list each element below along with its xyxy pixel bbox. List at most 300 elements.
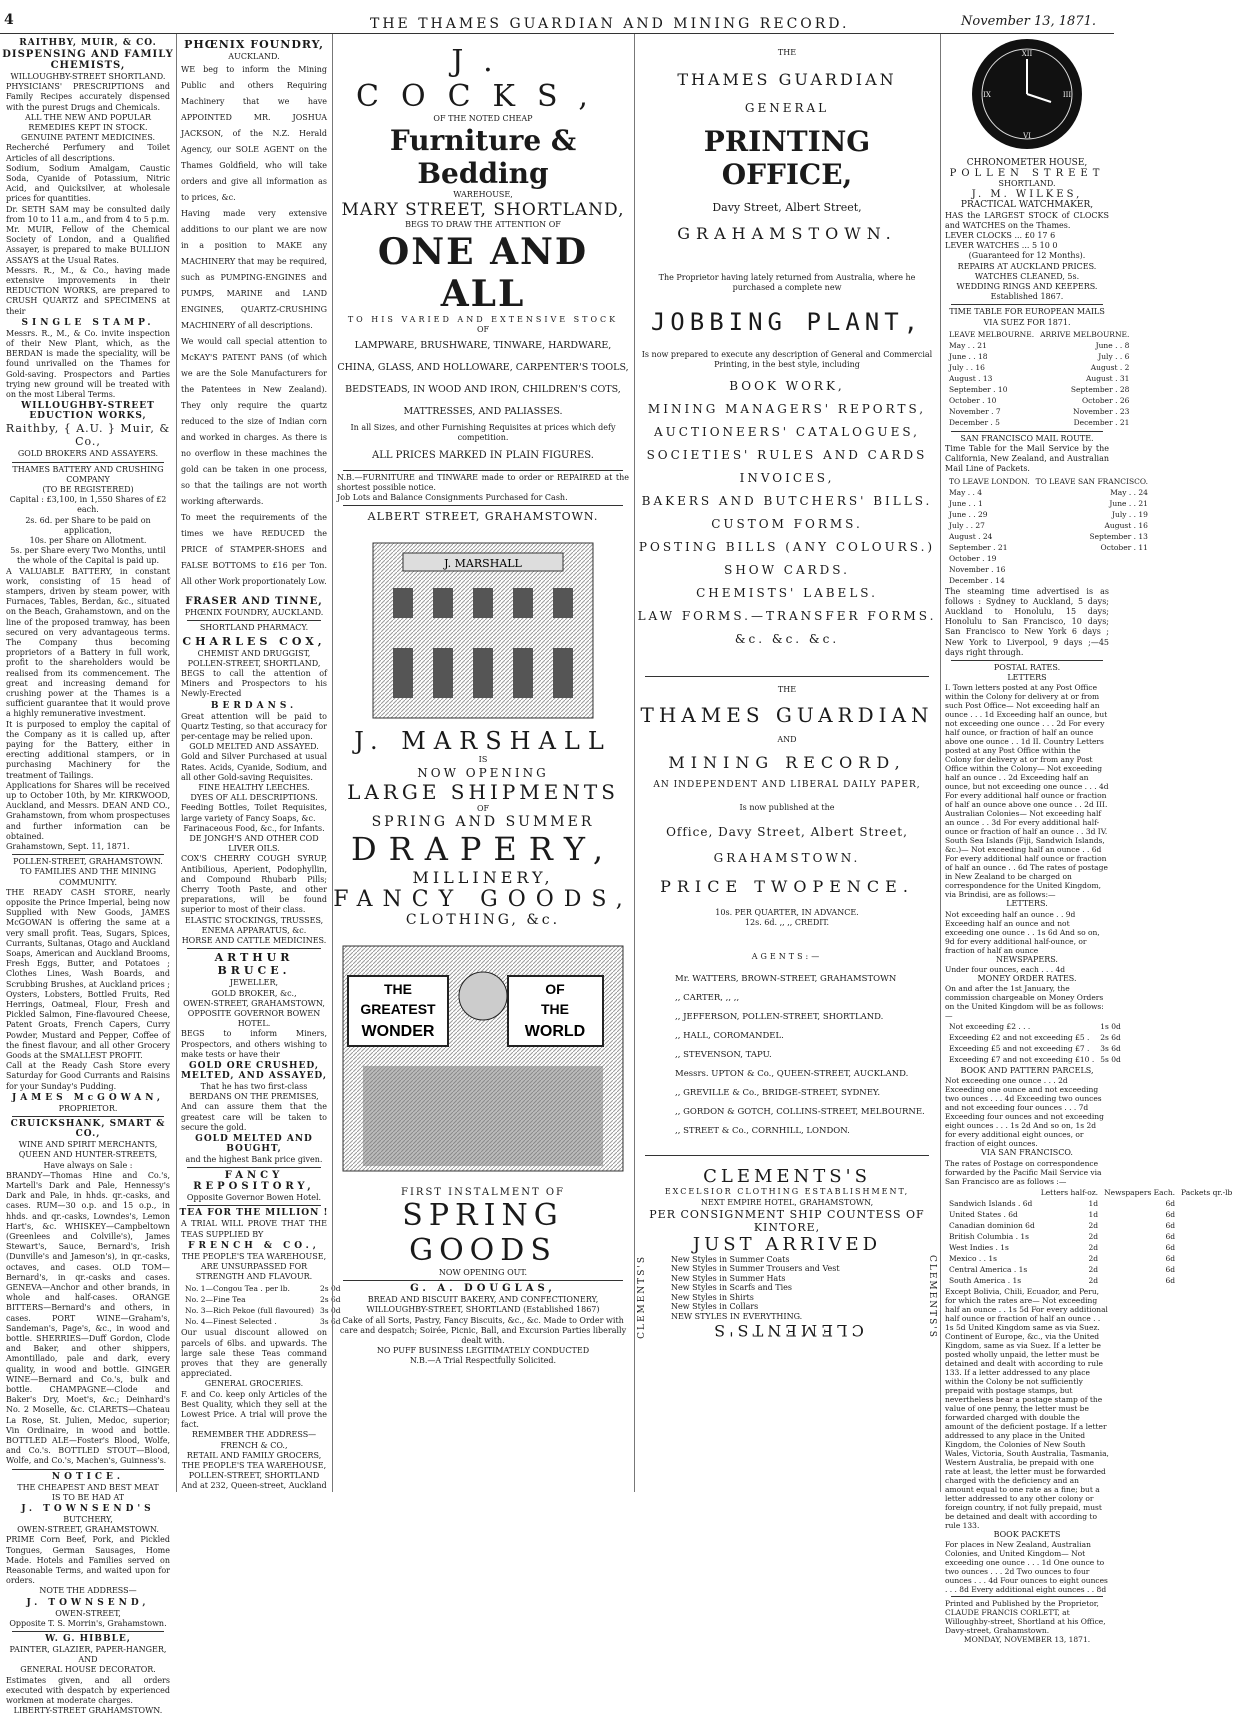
chrono-est: Established 1867. bbox=[990, 292, 1064, 302]
tea-row-cell: 2s 0d bbox=[320, 1284, 341, 1294]
phoenix-b3: We would call special attention to McKAY'S PATENT PANS (of which we are the Sole Manufacturers for the Patentees in New Zealand). They only require the quartz reduced to the size of Indian corn and worked in charges. As there is no overflow in these machines the gold can be taken in one process, so that the tailings are not worth working afterwards. bbox=[181, 337, 327, 507]
printing-item: CHEMISTS' LABELS. bbox=[696, 586, 878, 601]
divider bbox=[951, 660, 1103, 661]
column-1 bbox=[2, 34, 174, 1716]
tea-gg: GENERAL GROCERIES. bbox=[204, 1379, 304, 1389]
divider bbox=[645, 1155, 929, 1156]
postal-row-cell: 6d bbox=[1165, 1242, 1176, 1252]
tea-row-cell: 3s 6d bbox=[320, 1317, 341, 1327]
cocks-nb2: Job Lots and Balance Consignments Purchased for Cash. bbox=[337, 493, 568, 503]
battery-capital: Capital : £3,100, in 1,550 Shares of £2 each. bbox=[9, 495, 167, 515]
marshall-cloth: CLOTHING, &c. bbox=[405, 911, 561, 928]
raithby-title: DISPENSING AND FAMILY CHEMISTS, bbox=[2, 49, 174, 71]
mails-h1: LEAVE MELBOURNE. bbox=[949, 329, 1035, 339]
chrono-name: CHRONOMETER HOUSE, bbox=[966, 158, 1088, 168]
postal-row-cell: British Columbia . 1s bbox=[949, 1231, 1030, 1241]
printing-po: PRINTING OFFICE, bbox=[703, 125, 871, 192]
divider bbox=[951, 431, 1103, 432]
cox-b3: Gold and Silver Purchased at usual Rates. Acids, Cyanide, Sodium, and all other Gold-saving Requisites. bbox=[181, 752, 327, 782]
postal-row bbox=[947, 1210, 1234, 1219]
cox-b5: Farinaceous Food, &c., for Infants. bbox=[183, 823, 325, 833]
postal-body2: Not exceeding half an ounce . . 9d Exceeding half an ounce and not exceeding one ounce . . 1s 6d And so on, 9d for every additional half-ounce, or fraction of half an ounce bbox=[945, 909, 1100, 955]
townsend-name: J. TOWNSEND'S bbox=[21, 1504, 155, 1514]
clements-item: New Styles in Summer Trousers and Vest bbox=[671, 1264, 840, 1274]
chrono-owner: J. M. WILKES, bbox=[971, 189, 1083, 201]
money-row-cell: Exceeding £2 and not exceeding £5 . bbox=[949, 1033, 1090, 1043]
mcgowan-call: Call at the Ready Cash Store every Saturday for Good Currants and Raisins for your Sunday's Pudding. bbox=[6, 1061, 170, 1091]
postal-row-cell: 6d bbox=[1165, 1253, 1176, 1263]
bruce-gold: GOLD ORE CRUSHED, MELTED, AND ASSAYED, bbox=[180, 1060, 328, 1081]
mails-row bbox=[947, 418, 1131, 427]
clements-per: PER CONSIGNMENT SHIP COUNTESS OF KINTORE, bbox=[649, 1207, 925, 1234]
townsend-n3: OWEN-STREET, bbox=[55, 1608, 121, 1618]
svg-text:XII: XII bbox=[1021, 50, 1033, 58]
cox-body: BEGS to call the attention of Miners and Prospectors to his Newly-Erected bbox=[181, 669, 327, 699]
clements-next: NEXT EMPIRE HOTEL, GRAHAMSTOWN, bbox=[700, 1197, 874, 1207]
clements-item: New Styles in Summer Coats bbox=[671, 1254, 790, 1264]
bruce-body: BEGS to inform Miners, Prospectors, and others wishing to make tests or have their bbox=[181, 1029, 327, 1059]
phoenix-sig: FRASER AND TINNE, bbox=[185, 596, 323, 608]
tea-row bbox=[183, 1295, 343, 1304]
bruce-gm2: and the highest Bank price given. bbox=[185, 1154, 323, 1164]
bruce-gm: GOLD MELTED AND BOUGHT, bbox=[195, 1133, 313, 1154]
postal-body7: For places in New Zealand, Australian Colonies, and United Kingdom— Not exceeding one ounce . . . 1d One ounce to two ounces . . . 2d Two ounces to four ounces . . . 4d Four ounces to eight ounces . . . 8d Every additional eight ounces . . 8d bbox=[945, 1539, 1108, 1594]
marshall-building-engraving bbox=[333, 528, 633, 723]
chrono-town: SHORTLAND. bbox=[998, 179, 1056, 189]
sf-row-cell: October . 11 bbox=[1100, 542, 1148, 552]
cocks-wh: WAREHOUSE, bbox=[453, 190, 513, 200]
postal-row-cell: 6d bbox=[1165, 1220, 1176, 1230]
agent-item: ,, STEVENSON, TAPU. bbox=[675, 1050, 772, 1061]
raithby-p3: GENUINE PATENT MEDICINES. bbox=[20, 133, 156, 143]
agent-item: Messrs. UPTON & Co., QUEEN-STREET, AUCKLAND. bbox=[675, 1069, 909, 1080]
mails-row bbox=[947, 363, 1131, 372]
agent-list bbox=[635, 970, 939, 1141]
marshall-name: J. MARSHALL bbox=[354, 727, 612, 756]
postal-body: I. Town letters posted at any Post Office within the Colony for delivery at or from such Post Office— Not exceeding half an ounce . . . 1d Exceeding half an ounce, but not exceeding one ounce . . . 2d For every half ounce, or fraction of half an ounce above one ounce . . 1d II. Country Letters posted at any Post Office within the Colony for delivery at or from any Post Office within the Colony— Not exceeding half an ounce . . 2d Exceeding half an ounce, but not exceeding one ounce . . . 4d For every additional half ounce or fraction of half an ounce above one ounce . . 2d III. Australian Colonies— Not exceeding half an ounce . . 3d For every additional half-ounce or fraction of half an ounce . . 3d IV. South Sea Islands (Fiji, Sandwich Islands, &c.)— Not exceeding half an ounce . . 6d For every additional half ounce or fraction of half an ounce . . 6d The rates of postage in New Zealand to be charged on correspondence for the United Kingdom, via Brindisi, are as follows:— bbox=[945, 683, 1109, 900]
cox-oils: DE JONGH'S AND OTHER COD LIVER OILS. bbox=[189, 834, 319, 854]
mails-row bbox=[947, 407, 1131, 416]
chrono-rings: WEDDING RINGS AND KEEPERS. bbox=[956, 282, 1098, 292]
postal-row-cell: 6d bbox=[1165, 1264, 1176, 1274]
wonder-l3: WONDER bbox=[361, 1022, 435, 1040]
townsend-head: THE CHEAPEST AND BEST MEAT bbox=[17, 1482, 159, 1492]
bruce-berdans: BERDANS ON THE PREMISES, bbox=[189, 1092, 319, 1102]
raithby-stamp: SINGLE STAMP. bbox=[21, 317, 155, 328]
tea-row bbox=[183, 1317, 343, 1326]
tea-row-cell: No. 1—Congou Tea . per lb. bbox=[185, 1284, 290, 1294]
mails-row bbox=[947, 374, 1131, 383]
printing-item: MINING MANAGERS' REPORTS, bbox=[647, 402, 927, 417]
mails-row-cell: December . 21 bbox=[1073, 417, 1130, 427]
phoenix-body: WE beg to inform the Mining Public and others Requiring Machinery that we have APPOINTED MR. JOSHUA JACKSON, of the N.Z. Herald Agency, our SOLE AGENT on the Thames Goldfield, who will take orders and give all information as to prices, &c. bbox=[181, 65, 327, 203]
bruce-b2: That he has two first-class bbox=[200, 1081, 308, 1091]
mails-row-cell: August . 31 bbox=[1085, 373, 1130, 383]
wonder-l1: THE bbox=[384, 980, 412, 997]
sf-row bbox=[947, 576, 1150, 585]
printing-the: THE bbox=[777, 48, 797, 57]
raithby-p1: PHYSICIANS' PRESCRIPTIONS and Family Recipes accurately dispensed with the purest Drugs and Chemicals. bbox=[6, 82, 170, 112]
svg-text:VI: VI bbox=[1023, 132, 1031, 140]
clements-name: CLEMENTS'S bbox=[703, 1166, 871, 1188]
cox-addr: POLLEN-STREET, SHORTLAND, bbox=[187, 658, 321, 668]
mails-title: TIME TABLE FOR EUROPEAN MAILS VIA SUEZ FOR 1871. bbox=[949, 307, 1105, 327]
printing-town: GRAHAMSTOWN. bbox=[677, 224, 897, 244]
cox-name: CHARLES COX, bbox=[182, 634, 326, 648]
money-row-cell: Not exceeding £2 . . . bbox=[949, 1022, 1031, 1032]
mcgowan-to: TO FAMILIES AND THE MINING COMMUNITY. bbox=[19, 867, 157, 887]
tea-row-cell: No. 3—Rich Pekoe (full flavoured) bbox=[185, 1306, 314, 1316]
sf-row bbox=[947, 510, 1150, 519]
svg-text:III: III bbox=[1062, 91, 1072, 99]
postal-row-cell: 6d bbox=[1165, 1198, 1176, 1208]
douglas-first: FIRST INSTALMENT OF bbox=[401, 1186, 565, 1198]
sf-row-cell: June . . 29 bbox=[949, 509, 988, 519]
postal-row-cell: Sandwich Islands . 6d bbox=[949, 1198, 1033, 1208]
tea-body: A TRIAL WILL PROVE THAT THE TEAS SUPPLIED BY bbox=[181, 1219, 327, 1239]
chrono-street: POLLEN STREET bbox=[949, 168, 1105, 180]
postal-row-cell: Mexico . . 1s bbox=[949, 1253, 998, 1263]
postal-money: MONEY ORDER RATES. bbox=[977, 973, 1077, 983]
battery-date: Grahamstown, Sept. 11, 1871. bbox=[6, 842, 130, 852]
phoenix-b4: To meet the requirements of the times we have REDUCED the PRICE of STAMPER-SHOES and FALSE BOTTOMS to £16 per Ton. All other Work proportionately Low. bbox=[181, 513, 327, 587]
cocks-prices: ALL PRICES MARKED IN PLAIN FIGURES. bbox=[372, 450, 594, 462]
sf-row bbox=[947, 565, 1150, 574]
raithby-name: RAITHBY, MUIR, & CO. bbox=[19, 38, 157, 48]
sf-row-cell: May . . 24 bbox=[1110, 487, 1148, 497]
chrono-guar: (Guaranteed for 12 Months). bbox=[968, 251, 1086, 261]
sf-row bbox=[947, 521, 1150, 530]
bruce-sub: JEWELLER, bbox=[229, 978, 279, 988]
paper-and: AND bbox=[777, 735, 797, 745]
cocks-all: ONE AND ALL bbox=[377, 230, 589, 315]
postal-row-cell: 2d bbox=[1088, 1231, 1099, 1241]
money-row-cell: 2s 6d bbox=[1100, 1033, 1121, 1043]
printing-item: BAKERS AND BUTCHERS' BILLS. bbox=[641, 494, 933, 509]
money-row bbox=[947, 1055, 1123, 1064]
postal-letters: LETTERS bbox=[1007, 673, 1047, 683]
sf-intro: Time Table for the Mail Service by the California, New Zealand, and Australian Mail Line of Packets. bbox=[945, 444, 1109, 474]
hibble-addr: LIBERTY-STREET GRAHAMSTOWN. bbox=[13, 1706, 163, 1716]
sf-row-cell: June . . 21 bbox=[1109, 498, 1148, 508]
mails-row bbox=[947, 341, 1131, 350]
postal-th-cell: Packets qr.-lb bbox=[1181, 1187, 1233, 1197]
townsend-n4: Opposite T. S. Morrin's, Grahamstown. bbox=[9, 1618, 167, 1628]
hibble-and: AND bbox=[78, 1655, 98, 1665]
postal-row-cell: South America . 1s bbox=[949, 1275, 1022, 1285]
printing-tg: THAMES GUARDIAN bbox=[677, 70, 897, 90]
paper-price: PRICE TWOPENCE. bbox=[660, 876, 914, 896]
mcgowan-addr: POLLEN-STREET, GRAHAMSTOWN. bbox=[13, 857, 163, 867]
issue-date: November 13, 1871. bbox=[961, 14, 1096, 29]
townsend-n2: J. TOWNSEND, bbox=[26, 1597, 150, 1608]
raithby-p4: Recherché Perfumery and Toilet Articles of all descriptions. bbox=[6, 143, 170, 163]
paper-office: Office, Davy Street, Albert Street, bbox=[666, 824, 908, 839]
mcgowan-role: PROPRIETOR. bbox=[58, 1103, 118, 1113]
bruce-sub2: GOLD BROKER, &c., bbox=[211, 988, 297, 998]
tea-r3: RETAIL AND FAMILY GROCERS, bbox=[186, 1450, 322, 1460]
mails-row bbox=[947, 396, 1131, 405]
masthead-title: THE THAMES GUARDIAN AND MINING RECORD. bbox=[370, 16, 850, 32]
money-row bbox=[947, 1044, 1123, 1053]
wonder-r1: OF bbox=[545, 980, 565, 997]
tea-row-cell: 2s 6d bbox=[320, 1295, 341, 1305]
postal-row-cell: 6d bbox=[1165, 1275, 1176, 1285]
postal-news1: Under four ounces, each . . . 4d bbox=[945, 964, 1066, 974]
cox-gold: GOLD MELTED AND ASSAYED. bbox=[189, 742, 319, 752]
imprint: Printed and Published by the Proprietor, CLAUDE FRANCIS CORLETT, at Willoughby-street, Shortland at his Office, Davy-street, Grahamstown. bbox=[945, 1598, 1106, 1635]
postal-row-cell: 1d bbox=[1088, 1198, 1099, 1208]
postal-row-cell: 6d bbox=[1165, 1231, 1176, 1241]
sf-row-cell: July . . 19 bbox=[1112, 509, 1148, 519]
divider bbox=[12, 1469, 164, 1470]
printing-gen: GENERAL bbox=[744, 101, 830, 116]
sf-row-cell: November . 16 bbox=[949, 564, 1006, 574]
postal-row-cell: 2d bbox=[1088, 1264, 1099, 1274]
bruce-name: ARTHUR BRUCE. bbox=[214, 951, 294, 978]
clements-est: EXCELSIOR CLOTHING ESTABLISHMENT, bbox=[664, 1187, 910, 1197]
bruce-b3: And can assure them that the greatest care will be taken to secure the gold. bbox=[181, 1102, 327, 1132]
cox-berdans: BERDANS. bbox=[210, 700, 298, 711]
sf-title: SAN FRANCISCO MAIL ROUTE. bbox=[960, 433, 1094, 443]
tea-disc: Our usual discount allowed on parcels of 6lbs. and upwards. The large sale these Teas command proves that they are generally appreciated. bbox=[181, 1328, 327, 1379]
cox-b6: COX'S CHERRY COUGH SYRUP, Antibilious, Aperient, Podophyllin, and Compound Rhubarb Pills; Cherry Tooth Paste, and other preparations, will be found superior to most of their class. bbox=[181, 854, 327, 915]
paper-ind: AN INDEPENDENT AND LIBERAL DAILY PAPER, bbox=[653, 780, 921, 791]
cox-ph: SHORTLAND PHARMACY. bbox=[199, 623, 309, 633]
sf-row-cell: September . 13 bbox=[1089, 531, 1148, 541]
chrono-lever2: LEVER WATCHES ... 5 10 0 bbox=[945, 241, 1058, 251]
mails-row-cell: November . 23 bbox=[1073, 406, 1130, 416]
postal-row bbox=[947, 1243, 1234, 1252]
sf-note: The steaming time advertised is as follows : Sydney to Auckland, 5 days; Auckland to Honolulu, 15 days; Honolulu to San Francisco, 10 days; San Francisco to New York 6 days ; New York to Liverpool, 9 days ;—45 days right through. bbox=[945, 586, 1109, 657]
column-5 bbox=[940, 34, 1233, 1644]
clements-item: New Styles in Collars bbox=[671, 1302, 759, 1312]
sf-h2: TO LEAVE SAN FRANCISCO. bbox=[1035, 476, 1148, 486]
printing-item: INVOICES, bbox=[739, 471, 835, 486]
money-row-cell: 1s 0d bbox=[1100, 1022, 1121, 1032]
raithby-firm: Raithby, { A.U. } Muir, & Co., bbox=[5, 422, 171, 449]
postal-packets: BOOK PACKETS bbox=[993, 1529, 1061, 1539]
postal-row-cell: 2d bbox=[1088, 1220, 1099, 1230]
bruce-addr: OWEN-STREET, GRAHAMSTOWN, OPPOSITE GOVERNOR BOWEN HOTEL. bbox=[183, 998, 325, 1029]
marshall-fancy: FANCY GOODS, bbox=[333, 886, 633, 912]
douglas-addr: WILLOUGHBY-STREET, SHORTLAND (Established 1867) bbox=[366, 1305, 600, 1315]
divider bbox=[343, 1280, 623, 1281]
divider bbox=[187, 620, 321, 621]
clements-side-right: CLEMENTS'S bbox=[927, 1254, 937, 1339]
sf-row bbox=[947, 532, 1150, 541]
marshall-opening: NOW OPENING bbox=[417, 765, 549, 780]
postal-th-cell: Newspapers Each. bbox=[1104, 1187, 1176, 1197]
sf-row-cell bbox=[1034, 565, 1150, 574]
postal-row bbox=[947, 1254, 1234, 1263]
sf-row-cell: October . 19 bbox=[949, 553, 997, 563]
cocks-sub: OF THE NOTED CHEAP bbox=[433, 114, 533, 123]
raithby-p9: Messrs. R., M., & Co. invite inspection of their New Plant, which, as the BERDAN is made the speciality, will be found unrivalled on the Thames for Gold-saving. Prospectors and Parties trying new ground will be treated with on the most Liberal Terms. bbox=[6, 328, 170, 400]
paper-pub: Is now published at the bbox=[739, 802, 835, 812]
sf-row-cell bbox=[1034, 576, 1150, 585]
douglas-spring: SPRING GOODS bbox=[402, 1198, 564, 1269]
agent-item: ,, GREVILLE & Co., BRIDGE-STREET, SYDNEY. bbox=[675, 1088, 881, 1099]
sf-row bbox=[947, 554, 1150, 563]
fancy-sub: Opposite Governor Bowen Hotel. bbox=[186, 1193, 322, 1203]
mails-row-cell: May . . 21 bbox=[949, 340, 987, 350]
marshall-loc: ALBERT STREET, GRAHAMSTOWN. bbox=[367, 510, 599, 524]
battery-reg: (TO BE REGISTERED) bbox=[42, 484, 134, 494]
mails-row-cell: October . 26 bbox=[1081, 395, 1130, 405]
cruickshank-addr: QUEEN AND HUNTER-STREETS, bbox=[18, 1150, 158, 1160]
paper-the: THE bbox=[777, 685, 797, 695]
tea-row-cell: No. 2—Fine Tea bbox=[185, 1295, 246, 1305]
cox-sub: CHEMIST AND DRUGGIST, bbox=[197, 648, 311, 658]
mcgowan-body: THE READY CASH STORE, nearly opposite the Prince Imperial, being now Supplied with New Goods, JAMES McGOWAN is offering the same at a very small profit. Teas, Sugars, Spices, Currants, Sultanas, Otago and Auckland Soaps, American and Auckland Brooms, Fresh Eggs, Butter, and Potatoes ; Clothes Lines, Wash Boards, and Scrubbing Brushes, at Auckland prices ; Oysters, Lobsters, Bottled Fruits, Red Herrings, Oatmeal, Flour, Fresh and Pickled Salmon, Fine-flavoured Cheese, Patent Groats, French Capers, Curry Powder, Mustard and Pepper, Coffee of the finest flavour, and all other Grocery Goods at the SMALLEST PROFIT. bbox=[6, 887, 171, 1061]
sf-row-cell: June . . 1 bbox=[949, 498, 983, 508]
paper-tg: THAMES GUARDIAN bbox=[640, 703, 934, 728]
printing-item: SOCIETIES' RULES AND CARDS bbox=[646, 448, 928, 463]
cocks-sizes: In all Sizes, and other Furnishing Requisites at prices which defy competition. bbox=[350, 423, 616, 443]
printing-item: AUCTIONEERS' CATALOGUES, bbox=[653, 425, 920, 440]
agent-item: ,, HALL, COROMANDEL. bbox=[675, 1031, 784, 1042]
divider bbox=[187, 1167, 321, 1168]
postal-title: POSTAL RATES. bbox=[993, 663, 1061, 673]
printing-item: &c. &c. &c. bbox=[734, 632, 840, 647]
battery-body2: It is purposed to employ the capital of the Company as it is called up, after paying for the Battery, either in erecting additional stampers, or in purchasing Machinery for the treatment of Tailings. bbox=[6, 719, 170, 780]
paper-agents: AGENTS:— bbox=[751, 952, 823, 962]
clock-face-icon bbox=[941, 34, 1113, 154]
cocks-begs: BEGS TO DRAW THE ATTENTION OF bbox=[405, 220, 561, 230]
tea-firm: FRENCH & CO., bbox=[188, 1240, 320, 1251]
battery-body3: Applications for Shares will be received up to October 10th, by Mr. KIRKWOOD, Auckland, and Messrs. DEAN AND CO., Grahamstown, from whom prospectuses and further information can be obtained. bbox=[6, 780, 170, 841]
divider bbox=[645, 676, 929, 677]
raithby-p7: Mr. MUIR, Fellow of the Chemical Society of London, and a Qualified Assayer, is prepared to make BULLION ASSAYS at the Usual Rates. bbox=[6, 225, 170, 265]
cocks-items: LAMPWARE, BRUSHWARE, TINWARE, HARDWARE, CHINA, GLASS, AND HOLLOWARE, CARPENTER'S TOOLS, BEDSTEADS, IN WOOD AND IRON, CHILDREN'S COTS, MATTRESSES, AND PALIASSES. bbox=[337, 340, 629, 418]
postal-row-cell: Central America . 1s bbox=[949, 1264, 1028, 1274]
postal-th-cell: Letters half-oz. bbox=[1040, 1187, 1099, 1197]
cruickshank-have: Have always on Sale : bbox=[43, 1160, 133, 1170]
divider bbox=[12, 854, 164, 855]
townsend-is: IS TO BE HAD AT bbox=[51, 1492, 125, 1502]
chrono-body: HAS the LARGEST STOCK of CLOCKS and WATCHES on the Thames. bbox=[945, 210, 1109, 230]
raithby-p5: Sodium, Sodium Amalgam, Caustic Soda, Cyanide of Potassium, Nitric Acid, and Quicksilver, at wholesale prices for quantities. bbox=[6, 163, 170, 204]
tea-r4: THE PEOPLE'S TEA WAREHOUSE, bbox=[181, 1461, 327, 1470]
tea-gg2: F. and Co. keep only Articles of the Best Quality, which they sell at the Lowest Price. A trial will prove the fact. bbox=[181, 1389, 327, 1430]
cocks-name: J. COCKS, bbox=[356, 44, 610, 114]
money-row-cell: Exceeding £5 and not exceeding £7 . bbox=[949, 1044, 1090, 1054]
mails-row-cell: December . 5 bbox=[949, 417, 1000, 427]
postal-row bbox=[947, 1265, 1234, 1274]
battery-s3: 5s. per Share every Two Months, until the whole of the Capital is paid up. bbox=[10, 546, 166, 566]
townsend-sub: BUTCHERY, bbox=[63, 1515, 113, 1524]
cox-dyes: DYES OF ALL DESCRIPTIONS. bbox=[190, 793, 318, 803]
mails-row-cell: November . 7 bbox=[949, 406, 1001, 416]
raithby-addr: WILLOUGHBY-STREET SHORTLAND. bbox=[10, 72, 166, 81]
battery-title: THAMES BATTERY AND CRUSHING COMPANY bbox=[12, 464, 164, 484]
sf-row bbox=[947, 543, 1150, 552]
paper-q2: 12s. 6d. ,, ,, CREDIT. bbox=[744, 918, 830, 928]
printing-item: SHOW CARDS. bbox=[724, 563, 850, 578]
sf-h1: TO LEAVE LONDON. bbox=[949, 476, 1030, 486]
tea-row-cell: 3s 0d bbox=[320, 1306, 341, 1316]
cocks-addr: MARY STREET, SHORTLAND, bbox=[341, 200, 625, 221]
greatest-wonder-engraving bbox=[333, 936, 633, 1176]
tea-r5: POLLEN-STREET, SHORTLAND bbox=[188, 1471, 320, 1481]
phoenix-title: PHŒNIX FOUNDRY, bbox=[184, 38, 324, 51]
mails-row-cell: September . 28 bbox=[1070, 384, 1130, 394]
chrono-lever1: LEVER CLOCKS ... £0 17 6 bbox=[945, 231, 1056, 241]
clements-items bbox=[635, 1255, 939, 1322]
postal-row-cell: 2d bbox=[1088, 1253, 1099, 1263]
clements-just: JUST ARRIVED bbox=[692, 1233, 882, 1255]
mcgowan-name: JAMES McGOWAN, bbox=[12, 1092, 164, 1103]
money-row bbox=[947, 1022, 1123, 1031]
cox-leech: FINE HEALTHY LEECHES. bbox=[198, 783, 310, 793]
cocks-main: Furniture & Bedding bbox=[389, 124, 577, 191]
postal-row bbox=[947, 1199, 1234, 1208]
page-number: 4 bbox=[4, 12, 14, 28]
hibble-trade: PAINTER, GLAZIER, PAPER-HANGER, bbox=[9, 1645, 167, 1655]
marshall-of: OF bbox=[476, 803, 490, 813]
sf-row-cell: August . 16 bbox=[1104, 520, 1148, 530]
sf-row-cell: July . . 27 bbox=[949, 520, 985, 530]
cox-b2: Great attention will be paid to Quartz Testing, so that accuracy for per-centage may be relied upon. bbox=[181, 711, 327, 742]
printing-plant: JOBBING PLANT, bbox=[650, 307, 924, 336]
raithby-gold: GOLD BROKERS AND ASSAYERS. bbox=[17, 449, 159, 459]
postal-news: NEWSPAPERS. bbox=[996, 954, 1058, 964]
wonder-l2: GREATEST bbox=[360, 1000, 436, 1017]
money-row-cell: 3s 6d bbox=[1100, 1044, 1121, 1054]
marshall-mill: MILLINERY, bbox=[412, 867, 554, 887]
divider bbox=[343, 470, 623, 471]
divider bbox=[12, 1116, 164, 1117]
postal-row-cell: 1d bbox=[1088, 1209, 1099, 1219]
tea-row-cell: No. 4—Finest Selected . bbox=[185, 1317, 277, 1327]
printing-body: The Proprietor having lately returned from Australia, where he purchased a complete new bbox=[658, 273, 916, 293]
postal-row-cell: 6d bbox=[1165, 1209, 1176, 1219]
mails-h2: ARRIVE MELBOURNE. bbox=[1040, 329, 1130, 339]
postal-book: BOOK AND PATTERN PARCELS, bbox=[960, 1066, 1094, 1076]
townsend-body: PRIME Corn Beef, Pork, and Pickled Tongues, German Sausages, Home Made. Hotels and Families served on Reasonable Terms, and waited upon for orders. bbox=[6, 1535, 170, 1586]
cocks-to: TO HIS VARIED AND EXTENSIVE STOCK bbox=[347, 314, 619, 324]
sf-table bbox=[941, 475, 1156, 587]
cocks-of: OF bbox=[476, 324, 490, 334]
douglas-nb: N.B.—A Trial Respectfully Solicited. bbox=[409, 1356, 557, 1366]
postal-row-cell: West Indies . 1s bbox=[949, 1242, 1009, 1252]
chrono-trade: PRACTICAL WATCHMAKER, bbox=[960, 200, 1094, 211]
hibble-body: Estimates given, and all orders executed with despatch by experienced workmen at moderate charges. bbox=[6, 1675, 170, 1706]
tea-head: TEA FOR THE MILLION ! bbox=[179, 1208, 329, 1219]
printing-items bbox=[635, 379, 939, 646]
battery-s1: 2s. 6d. per Share to be paid on application, bbox=[25, 515, 151, 535]
postage-table bbox=[941, 1186, 1240, 1287]
money-row-cell: 5s 0d bbox=[1100, 1055, 1121, 1065]
printing-addr: Davy Street, Albert Street, bbox=[712, 201, 862, 215]
column-3 bbox=[332, 34, 633, 1492]
douglas-puff: NO PUFF BUSINESS LEGITIMATELY CONDUCTED bbox=[376, 1346, 590, 1356]
postal-body6: Except Bolivia, Chili, Ecuador, and Peru, for which the rates are— Not exceeding half an ounce . . 1s 5d For every additional half ounce or fraction of half an ounce . . 1s 5d United Kingdom same as via Suez. Continent of Europe, &c., via the United Kingdom, same as via Suez. If a letter be posted wholly unpaid, the letter must be detained and dealt with according to rule 133. If a letter addressed to any place within the Colony be not sufficiently prepaid with postage stamps, but nevertheless bear a postage stamp of the value of one penny, the letter must be forwarded charged with double the amount of the deficient postage. If a letter addressed to any place in the United Kingdom, the Colonies of New South Wales, Victoria, South Australia, Tasmania, Western Australia, be prepaid with one rate at least, the letter must be forwarded charged with the deficiency and an amount equal to one rate as a fine; but a letter addressed to any other colony or foreign country, if not fully prepaid, must be detained and dealt with according to rule 133. bbox=[945, 1286, 1109, 1530]
printing-item: CUSTOM FORMS. bbox=[711, 517, 863, 532]
wonder-r2: THE bbox=[541, 1000, 569, 1017]
hibble-sub: GENERAL HOUSE DECORATOR. bbox=[20, 1665, 156, 1675]
mails-row-cell: August . 2 bbox=[1090, 362, 1130, 372]
tea-row bbox=[183, 1284, 343, 1293]
postal-th-cell bbox=[947, 1188, 1037, 1197]
postal-row-cell: 2d bbox=[1088, 1242, 1099, 1252]
tea-price-table bbox=[177, 1282, 349, 1328]
townsend-notice: NOTICE. bbox=[51, 1471, 125, 1482]
douglas-body: Cake of all Sorts, Pastry, Fancy Biscuits, &c., &c. Made to Order with care and despatch; Soirée, Picnic, Ball, and Excursion Parties liberally dealt with. bbox=[339, 1315, 627, 1346]
postal-body4: Not exceeding one ounce . . . 2d Exceeding one ounce and not exceeding two ounces . . . 4d Exceeding two ounces and not exceeding four ounces . . . 7d Exceeding four ounces and not exceeding eight ounces . . . 1s 2d And so on, 1s 2d for every additional eight ounces, or fraction of eight ounces. bbox=[945, 1076, 1104, 1149]
agent-item: ,, GORDON & GOTCH, COLLINS-STREET, MELBOURNE. bbox=[675, 1107, 925, 1118]
